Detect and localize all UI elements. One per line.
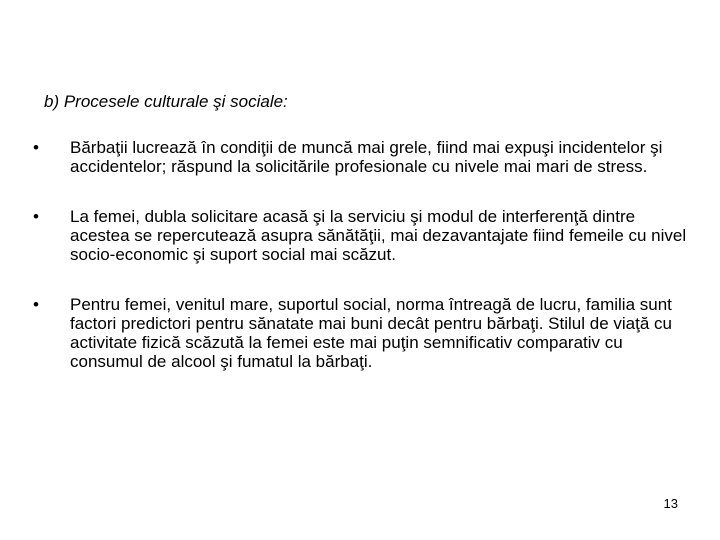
bullet-list	[30, 138, 690, 402]
page-number: 13	[663, 496, 678, 511]
bullet-marker: •	[33, 138, 39, 157]
bullet-text: Bărbaţii lucrează în condiţii de muncă mai grele, fiind mai expuşi incidentelor şi accidentelor; răspund la solicitările profesionale cu nivele mai mari de stress.	[70, 138, 663, 176]
bullet-marker: •	[33, 295, 39, 314]
section-heading: b) Procesele culturale şi sociale:	[44, 92, 288, 111]
bullet-item	[30, 207, 690, 264]
bullet-item	[30, 295, 690, 371]
bullet-text: Pentru femei, venitul mare, suportul social, norma întreagă de lucru, familia sunt factori predictori pentru sănatate mai buni decât pentru bărbaţi. Stilul de viaţă cu activitate fizică scăzută la femei este mai puţin semnificativ comparativ cu consumul de alcool şi fumatul la bărbaţi.	[70, 295, 672, 371]
bullet-item	[30, 138, 690, 176]
bullet-marker: •	[33, 207, 39, 226]
bullet-text: La femei, dubla solicitare acasă şi la serviciu şi modul de interferenţă dintre acestea se repercutează asupra sănătăţii, mai dezavantajate fiind femeile cu nivel socio-economic şi suport social mai scăzut.	[70, 207, 687, 264]
